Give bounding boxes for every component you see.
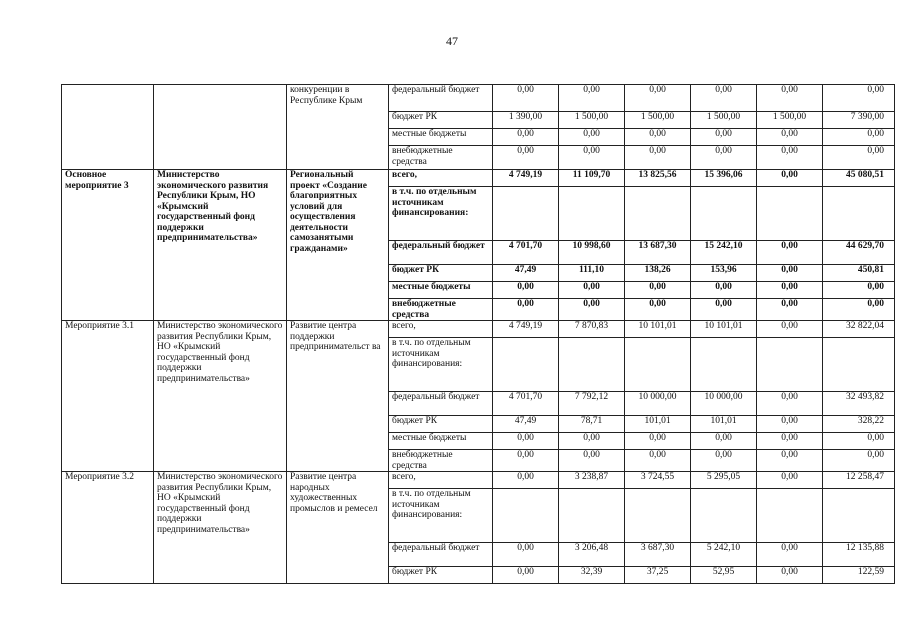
activity-title-cell: Региональный проект «Создание благоприятных условий для осуществления деятельности самозанятыми гражданами» xyxy=(287,170,389,321)
activity-name-cell: Мероприятие 3.2 xyxy=(62,472,154,584)
activity-name-cell: Основное мероприятие 3 xyxy=(62,170,154,321)
year-value-cell: 0,00 xyxy=(625,450,691,472)
total-cell: 0,00 xyxy=(823,450,895,472)
table-row xyxy=(62,472,895,489)
year-value-cell xyxy=(493,489,559,543)
year-value-cell: 101,01 xyxy=(625,416,691,433)
funding-source-cell: бюджет РК xyxy=(389,567,493,584)
event-title-cell: конкуренции в Республике Крым xyxy=(287,85,389,170)
funding-source-cell: местные бюджеты xyxy=(389,129,493,146)
year-value-cell xyxy=(625,187,691,241)
page-number: 47 xyxy=(446,34,458,48)
year-value-cell: 1 390,00 xyxy=(493,112,559,129)
year-value-cell: 3 724,55 xyxy=(625,472,691,489)
total-cell xyxy=(823,489,895,543)
year-value-cell: 1 500,00 xyxy=(559,112,625,129)
year-value-cell: 1 500,00 xyxy=(691,112,757,129)
year-value-cell: 1 500,00 xyxy=(757,112,823,129)
year-value-cell: 0,00 xyxy=(757,129,823,146)
funding-source-cell: внебюджетные средства xyxy=(389,299,493,321)
year-value-cell: 4 749,19 xyxy=(493,170,559,187)
funding-source-cell: федеральный бюджет xyxy=(389,543,493,567)
funding-source-cell: местные бюджеты xyxy=(389,433,493,450)
year-value-cell: 32,39 xyxy=(559,567,625,584)
year-value-cell: 0,00 xyxy=(559,146,625,170)
total-cell: 12 258,47 xyxy=(823,472,895,489)
year-value-cell: 0,00 xyxy=(757,472,823,489)
funding-source-cell: федеральный бюджет xyxy=(389,85,493,112)
year-value-cell: 0,00 xyxy=(625,282,691,299)
year-value-cell: 15 396,06 xyxy=(691,170,757,187)
year-value-cell: 0,00 xyxy=(757,282,823,299)
activity-name-cell: Мероприятие 3.1 xyxy=(62,321,154,472)
year-value-cell: 0,00 xyxy=(493,472,559,489)
year-value-cell: 47,49 xyxy=(493,265,559,282)
year-value-cell: 0,00 xyxy=(757,321,823,338)
year-value-cell xyxy=(625,338,691,392)
funding-source-cell: всего, xyxy=(389,170,493,187)
year-value-cell: 0,00 xyxy=(757,433,823,450)
year-value-cell: 3 206,48 xyxy=(559,543,625,567)
year-value-cell: 0,00 xyxy=(691,146,757,170)
year-value-cell: 1 500,00 xyxy=(625,112,691,129)
funding-source-cell: местные бюджеты xyxy=(389,282,493,299)
year-value-cell: 0,00 xyxy=(625,299,691,321)
year-value-cell: 0,00 xyxy=(559,85,625,112)
year-value-cell: 0,00 xyxy=(559,129,625,146)
year-value-cell: 10 000,00 xyxy=(625,392,691,416)
year-value-cell: 0,00 xyxy=(493,85,559,112)
year-value-cell: 11 109,70 xyxy=(559,170,625,187)
funding-source-cell: внебюджетные средства xyxy=(389,146,493,170)
total-cell xyxy=(823,338,895,392)
year-value-cell: 0,00 xyxy=(691,129,757,146)
total-cell: 32 822,04 xyxy=(823,321,895,338)
year-value-cell: 0,00 xyxy=(757,170,823,187)
year-value-cell: 153,96 xyxy=(691,265,757,282)
year-value-cell: 13 825,56 xyxy=(625,170,691,187)
total-cell: 7 390,00 xyxy=(823,112,895,129)
year-value-cell: 0,00 xyxy=(757,265,823,282)
total-cell: 0,00 xyxy=(823,282,895,299)
year-value-cell: 0,00 xyxy=(691,85,757,112)
year-value-cell xyxy=(757,489,823,543)
funding-source-cell: бюджет РК xyxy=(389,265,493,282)
year-value-cell: 13 687,30 xyxy=(625,241,691,265)
total-cell: 328,22 xyxy=(823,416,895,433)
year-value-cell: 47,49 xyxy=(493,416,559,433)
executor-cell: Министерство экономического развития Республики Крым, НО «Крымский государственный фонд поддержки предпринимательства» xyxy=(154,472,287,584)
year-value-cell: 0,00 xyxy=(625,129,691,146)
year-value-cell: 0,00 xyxy=(757,241,823,265)
total-cell: 0,00 xyxy=(823,299,895,321)
year-value-cell xyxy=(559,187,625,241)
total-cell: 0,00 xyxy=(823,433,895,450)
executor-cell xyxy=(154,85,287,170)
event-name-cell xyxy=(62,85,154,170)
year-value-cell xyxy=(691,338,757,392)
year-value-cell: 0,00 xyxy=(493,146,559,170)
activity-title-cell: Развитие центра народных художественных промыслов и ремесел xyxy=(287,472,389,584)
total-cell: 0,00 xyxy=(823,85,895,112)
total-cell: 0,00 xyxy=(823,146,895,170)
funding-source-cell: федеральный бюджет xyxy=(389,241,493,265)
year-value-cell: 78,71 xyxy=(559,416,625,433)
year-value-cell xyxy=(757,187,823,241)
funding-source-cell: внебюджетные средства xyxy=(389,450,493,472)
year-value-cell xyxy=(625,489,691,543)
year-value-cell: 0,00 xyxy=(757,543,823,567)
funding-source-cell: в т.ч. по отдельным источникам финансирования: xyxy=(389,338,493,392)
year-value-cell: 0,00 xyxy=(559,299,625,321)
year-value-cell: 0,00 xyxy=(559,282,625,299)
year-value-cell: 10 101,01 xyxy=(691,321,757,338)
total-cell: 45 080,51 xyxy=(823,170,895,187)
year-value-cell xyxy=(757,338,823,392)
activity-title-cell: Развитие центра поддержки предпринимательст ва xyxy=(287,321,389,472)
year-value-cell xyxy=(559,489,625,543)
year-value-cell: 0,00 xyxy=(691,450,757,472)
year-value-cell: 0,00 xyxy=(691,282,757,299)
table-row xyxy=(62,85,895,112)
year-value-cell: 0,00 xyxy=(757,85,823,112)
funding-source-cell: федеральный бюджет xyxy=(389,392,493,416)
funding-source-cell: в т.ч. по отдельным источникам финансирования: xyxy=(389,187,493,241)
year-value-cell: 0,00 xyxy=(691,299,757,321)
executor-cell: Министерство экономического развития Республики Крым, НО «Крымский государственный фонд поддержки предпринимательства» xyxy=(154,170,287,321)
total-cell xyxy=(823,187,895,241)
year-value-cell: 0,00 xyxy=(559,450,625,472)
year-value-cell: 0,00 xyxy=(493,129,559,146)
year-value-cell: 0,00 xyxy=(757,299,823,321)
year-value-cell: 111,10 xyxy=(559,265,625,282)
year-value-cell: 0,00 xyxy=(691,433,757,450)
year-value-cell: 52,95 xyxy=(691,567,757,584)
total-cell: 44 629,70 xyxy=(823,241,895,265)
table-row xyxy=(62,321,895,338)
year-value-cell xyxy=(559,338,625,392)
funding-source-cell: в т.ч. по отдельным источникам финансирования: xyxy=(389,489,493,543)
funding-source-cell: всего, xyxy=(389,472,493,489)
year-value-cell: 0,00 xyxy=(757,567,823,584)
year-value-cell: 4 701,70 xyxy=(493,241,559,265)
year-value-cell: 0,00 xyxy=(493,567,559,584)
year-value-cell: 0,00 xyxy=(625,433,691,450)
funding-source-cell: бюджет РК xyxy=(389,112,493,129)
year-value-cell: 0,00 xyxy=(625,146,691,170)
total-cell: 12 135,88 xyxy=(823,543,895,567)
year-value-cell: 0,00 xyxy=(757,450,823,472)
funding-source-cell: бюджет РК xyxy=(389,416,493,433)
budget-table xyxy=(61,84,895,584)
year-value-cell: 3 687,30 xyxy=(625,543,691,567)
year-value-cell: 7 792,12 xyxy=(559,392,625,416)
year-value-cell xyxy=(493,338,559,392)
year-value-cell: 7 870,83 xyxy=(559,321,625,338)
total-cell: 122,59 xyxy=(823,567,895,584)
executor-cell: Министерство экономического развития Республики Крым, НО «Крымский государственный фонд поддержки предпринимательства» xyxy=(154,321,287,472)
year-value-cell: 0,00 xyxy=(493,543,559,567)
year-value-cell xyxy=(691,187,757,241)
table-row xyxy=(62,170,895,187)
year-value-cell: 37,25 xyxy=(625,567,691,584)
year-value-cell: 10 101,01 xyxy=(625,321,691,338)
year-value-cell: 0,00 xyxy=(625,85,691,112)
year-value-cell: 5 295,05 xyxy=(691,472,757,489)
year-value-cell: 5 242,10 xyxy=(691,543,757,567)
year-value-cell: 4 701,70 xyxy=(493,392,559,416)
year-value-cell: 0,00 xyxy=(559,433,625,450)
year-value-cell xyxy=(493,187,559,241)
year-value-cell: 10 000,00 xyxy=(691,392,757,416)
year-value-cell: 0,00 xyxy=(493,282,559,299)
year-value-cell: 101,01 xyxy=(691,416,757,433)
year-value-cell: 0,00 xyxy=(757,146,823,170)
year-value-cell: 0,00 xyxy=(493,450,559,472)
year-value-cell: 0,00 xyxy=(493,299,559,321)
total-cell: 450,81 xyxy=(823,265,895,282)
year-value-cell: 3 238,87 xyxy=(559,472,625,489)
year-value-cell: 4 749,19 xyxy=(493,321,559,338)
total-cell: 0,00 xyxy=(823,129,895,146)
funding-source-cell: всего, xyxy=(389,321,493,338)
year-value-cell: 138,26 xyxy=(625,265,691,282)
year-value-cell: 10 998,60 xyxy=(559,241,625,265)
total-cell: 32 493,82 xyxy=(823,392,895,416)
year-value-cell xyxy=(691,489,757,543)
year-value-cell: 0,00 xyxy=(757,416,823,433)
year-value-cell: 0,00 xyxy=(493,433,559,450)
year-value-cell: 15 242,10 xyxy=(691,241,757,265)
year-value-cell: 0,00 xyxy=(757,392,823,416)
